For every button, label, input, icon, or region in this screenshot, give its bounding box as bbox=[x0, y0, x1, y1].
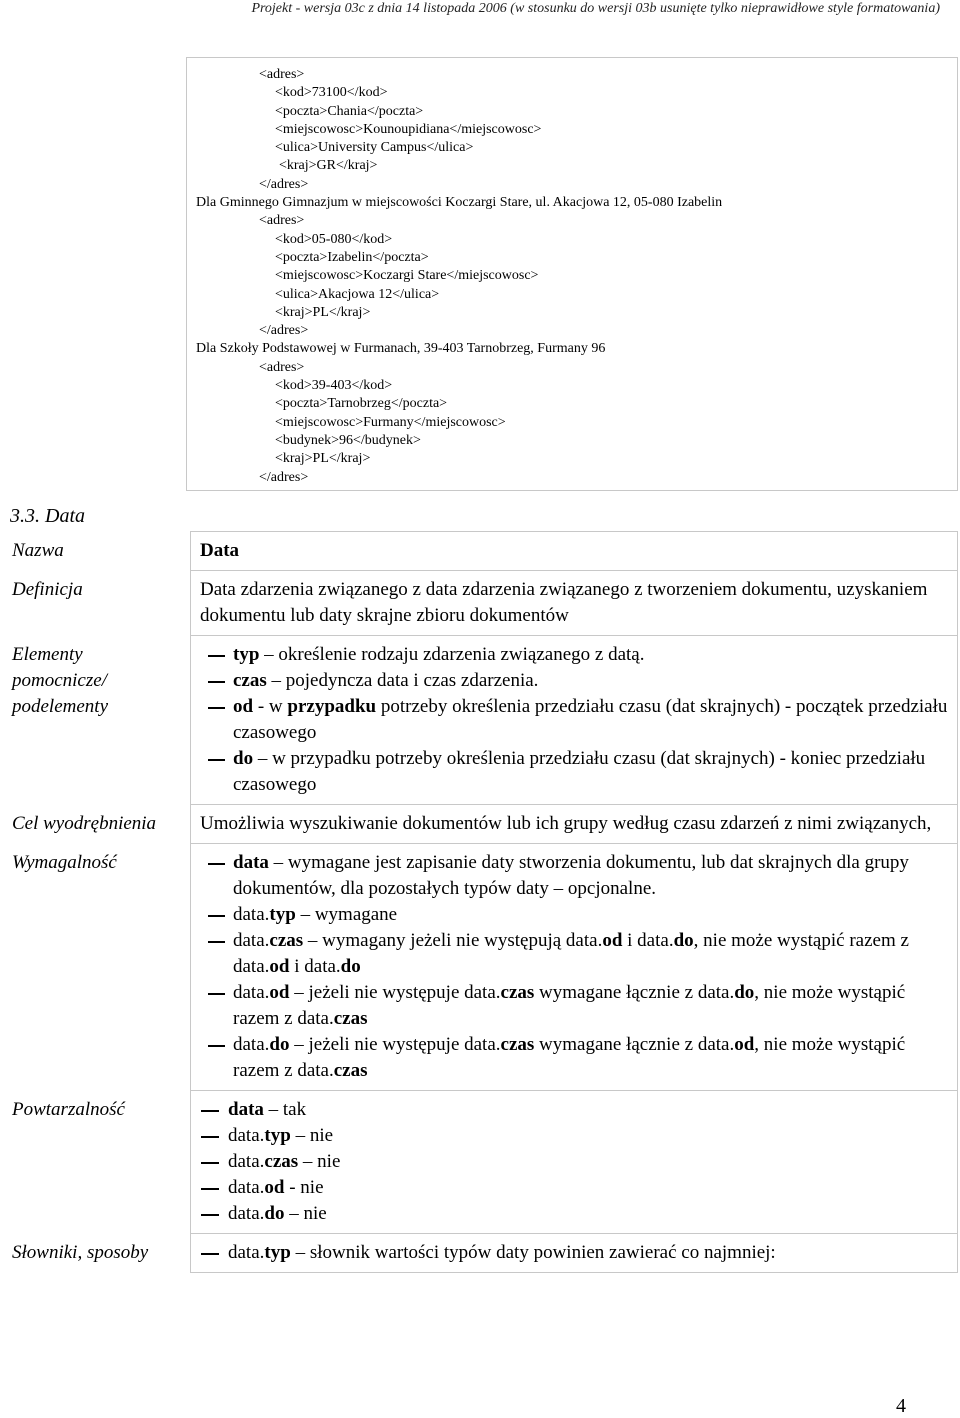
code-line: <ulica>Akacjowa 12</ulica> bbox=[275, 286, 440, 302]
code-line: </adres> bbox=[259, 469, 309, 485]
list-item: do – w przypadku potrzeby określenia przedziału czasu (dat skrajnych) - koniec przedziału czasowego bbox=[200, 746, 949, 798]
list-item: data.do – jeżeli nie występuje data.czas wymagane łącznie z data.od, nie może wystąpić razem z data.czas bbox=[200, 1032, 949, 1084]
list-item: data.czas – wymagany jeżeli nie występują data.od i data.do, nie może wystąpić razem z data.od i data.do bbox=[200, 928, 949, 980]
code-line: <budynek>96</budynek> bbox=[275, 432, 421, 448]
code-line: <kraj>PL</kraj> bbox=[275, 304, 371, 320]
page-number: 4 bbox=[896, 1395, 906, 1417]
code-line: <kraj>GR</kraj> bbox=[279, 158, 378, 174]
label-cel: Cel wyodrębnienia bbox=[12, 812, 157, 834]
code-line: <adres> bbox=[259, 213, 305, 229]
label-powtarzalnosc: Powtarzalność bbox=[12, 1098, 125, 1120]
list-item: data.od - nie bbox=[200, 1175, 949, 1201]
label-nazwa: Nazwa bbox=[12, 539, 64, 561]
code-line: <miejscowosc>Kounoupidiana</miejscowosc> bbox=[275, 121, 542, 137]
list-item: data.typ – słownik wartości typów daty powinien zawierać co najmniej: bbox=[200, 1240, 949, 1266]
list-item: od - w przypadku potrzeby określenia przedziału czasu (dat skrajnych) - początek przedziału czasowego bbox=[200, 694, 949, 746]
list-item: data – wymagane jest zapisanie daty stworzenia dokumentu, lub dat skrajnych dla grupy dokumentów, dla pozostałych typów daty – opcjonalne. bbox=[200, 850, 949, 902]
code-line: </adres> bbox=[259, 176, 309, 192]
code-line: Dla Gminnego Gimnazjum w miejscowości Koczargi Stare, ul. Akacjowa 12, 05-080 Izabelin bbox=[196, 195, 723, 211]
code-line: <poczta>Tarnobrzeg</poczta> bbox=[275, 396, 448, 412]
definition-table bbox=[3, 531, 958, 1273]
code-line: <adres> bbox=[259, 67, 305, 82]
value-slowniki bbox=[191, 1234, 958, 1273]
code-line: <poczta>Chania</poczta> bbox=[275, 103, 424, 119]
value-powtarzalnosc bbox=[191, 1091, 958, 1234]
row-cel bbox=[3, 805, 958, 844]
value-wymagalnosc bbox=[191, 844, 958, 1091]
section-title: 3.3. Data bbox=[10, 505, 85, 527]
list-item: data.typ – nie bbox=[200, 1123, 949, 1149]
code-line: <adres> bbox=[259, 359, 305, 375]
value-definicja: Data zdarzenia związanego z data zdarzenia związanego z tworzeniem dokumentu, uzyskaniem dokumentu lub daty skrajne zbioru dokumentów bbox=[191, 571, 958, 636]
document-header: Projekt - wersja 03c z dnia 14 listopada 2006 (w stosunku do wersji 03b usunięte tylko nieprawidłowe style formatowania) bbox=[251, 1, 940, 16]
list-item: data.typ – wymagane bbox=[200, 902, 949, 928]
code-line: <kod>05-080</kod> bbox=[275, 231, 393, 247]
row-nazwa bbox=[3, 532, 958, 571]
value-elementy bbox=[191, 636, 958, 805]
code-line: <poczta>Izabelin</poczta> bbox=[275, 249, 429, 265]
xml-example-box bbox=[186, 57, 958, 491]
list-item: data.od – jeżeli nie występuje data.czas wymagane łącznie z data.do, nie może wystąpić razem z data.czas bbox=[200, 980, 949, 1032]
code-line: <miejscowosc>Furmany</miejscowosc> bbox=[275, 414, 506, 430]
value-cel: Umożliwia wyszukiwanie dokumentów lub ich grupy według czasu zdarzeń z nimi związanych, bbox=[191, 805, 958, 844]
label-definicja: Definicja bbox=[12, 578, 83, 600]
code-line: </adres> bbox=[259, 323, 309, 339]
code-line: Dla Szkoły Podstawowej w Furmanach, 39-403 Tarnobrzeg, Furmany 96 bbox=[196, 341, 606, 357]
code-line: <miejscowosc>Koczargi Stare</miejscowosc> bbox=[275, 268, 539, 284]
list-item: data – tak bbox=[200, 1097, 949, 1123]
row-slowniki bbox=[3, 1234, 958, 1273]
code-line: <kod>73100</kod> bbox=[275, 85, 388, 101]
code-line: <kod>39-403</kod> bbox=[275, 378, 393, 394]
label-slowniki: Słowniki, sposoby bbox=[12, 1241, 149, 1263]
code-line: <ulica>University Campus</ulica> bbox=[275, 140, 474, 156]
label-elementy: Elementy pomocnicze/ podelementy bbox=[12, 643, 109, 717]
list-item: data.czas – nie bbox=[200, 1149, 949, 1175]
row-definicja bbox=[3, 571, 958, 636]
code-line: <kraj>PL</kraj> bbox=[275, 451, 371, 467]
list-item: data.do – nie bbox=[200, 1201, 949, 1227]
list-item: typ – określenie rodzaju zdarzenia związanego z datą. bbox=[200, 642, 949, 668]
label-wymagalnosc: Wymagalność bbox=[12, 851, 117, 873]
row-powtarzalnosc bbox=[3, 1091, 958, 1234]
row-elementy bbox=[3, 636, 958, 805]
list-item: czas – pojedyncza data i czas zdarzenia. bbox=[200, 668, 949, 694]
value-nazwa: Data bbox=[191, 532, 958, 571]
row-wymagalnosc bbox=[3, 844, 958, 1091]
